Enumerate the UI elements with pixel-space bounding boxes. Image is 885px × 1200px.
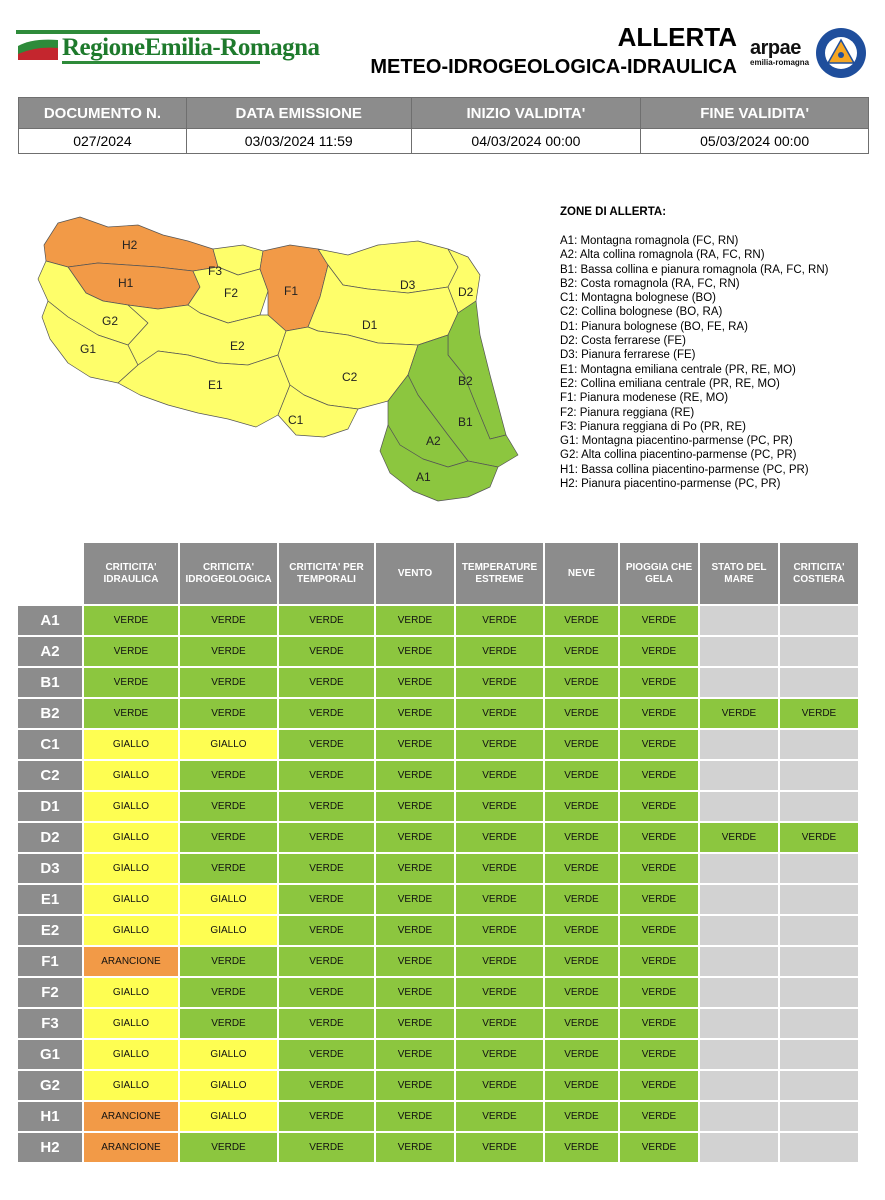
alert-level-cell: VERDE [456, 790, 545, 821]
table-row [18, 635, 860, 666]
alert-level-cell: VERDE [279, 914, 376, 945]
alert-level-cell: VERDE [376, 790, 456, 821]
map-label-h2: H2 [122, 238, 138, 252]
alert-level-cell: VERDE [279, 759, 376, 790]
matrix-column-header: CRITICITA' PER TEMPORALI [279, 543, 376, 604]
alert-level-cell: GIALLO [84, 1069, 180, 1100]
alert-level-cell: VERDE [456, 666, 545, 697]
map-zone-e1 [118, 351, 290, 427]
alert-level-cell: ARANCIONE [84, 1100, 180, 1131]
alert-level-cell: GIALLO [180, 883, 279, 914]
alert-level-cell: VERDE [456, 1038, 545, 1069]
legend-item: H2: Pianura piacentino-parmense (PC, PR) [560, 478, 781, 491]
table-row [18, 759, 860, 790]
alert-level-cell: VERDE [700, 697, 780, 728]
map-label-d3: D3 [400, 278, 416, 292]
table-row [18, 1131, 860, 1162]
empty-cell [700, 976, 780, 1007]
legend-item: B2: Costa romagnola (RA, FC, RN) [560, 277, 740, 290]
alert-level-cell: VERDE [545, 1007, 620, 1038]
alert-level-cell: VERDE [456, 852, 545, 883]
zone-code: C2 [18, 759, 84, 790]
alert-level-cell: VERDE [376, 1100, 456, 1131]
doc-validity-start: 04/03/2024 00:00 [411, 129, 641, 154]
empty-cell [780, 1131, 860, 1162]
zone-code: E1 [18, 883, 84, 914]
alert-level-cell: VERDE [620, 883, 700, 914]
alert-level-cell: VERDE [84, 697, 180, 728]
alert-level-cell: VERDE [456, 1069, 545, 1100]
alert-level-cell: VERDE [620, 790, 700, 821]
alert-level-cell: VERDE [376, 1131, 456, 1162]
table-row [18, 1069, 860, 1100]
zones-legend [560, 206, 880, 491]
protezione-civile-logo [815, 27, 867, 79]
empty-cell [700, 759, 780, 790]
alert-level-cell: VERDE [456, 697, 545, 728]
empty-cell [780, 635, 860, 666]
alert-level-cell: VERDE [545, 1069, 620, 1100]
empty-cell [780, 852, 860, 883]
alert-level-cell: VERDE [620, 728, 700, 759]
matrix-column-header: TEMPERATURE ESTREME [456, 543, 545, 604]
alert-level-cell: GIALLO [180, 1100, 279, 1131]
alert-level-cell: VERDE [545, 728, 620, 759]
alert-level-cell: VERDE [279, 852, 376, 883]
map-label-f2: F2 [224, 286, 239, 300]
zone-code: F1 [18, 945, 84, 976]
arpae-logo [750, 38, 810, 74]
empty-cell [700, 666, 780, 697]
map-label-h1: H1 [118, 276, 134, 290]
alert-level-cell: VERDE [180, 635, 279, 666]
empty-cell [780, 666, 860, 697]
zone-code: D1 [18, 790, 84, 821]
matrix-column-header: NEVE [545, 543, 620, 604]
matrix-header-row [18, 543, 860, 604]
table-row [18, 728, 860, 759]
logo-bottom-bar [62, 61, 260, 64]
alert-level-cell: VERDE [180, 1131, 279, 1162]
alert-level-cell: VERDE [620, 697, 700, 728]
zone-code: H1 [18, 1100, 84, 1131]
alert-level-cell: VERDE [279, 790, 376, 821]
empty-cell [780, 790, 860, 821]
alert-level-cell: VERDE [376, 914, 456, 945]
doc-header-validity-start: INIZIO VALIDITA' [411, 98, 641, 129]
table-row [18, 1038, 860, 1069]
alert-level-cell: VERDE [279, 728, 376, 759]
matrix-column-header: CRITICITA' IDROGEOLOGICA [180, 543, 279, 604]
alert-level-cell: VERDE [456, 883, 545, 914]
alert-level-cell: VERDE [376, 759, 456, 790]
empty-cell [780, 1069, 860, 1100]
alert-level-cell: VERDE [376, 604, 456, 635]
map-label-b2: B2 [458, 374, 473, 388]
regione-emilia-romagna-logo [16, 30, 320, 66]
legend-title: ZONE DI ALLERTA: [560, 206, 667, 218]
alert-level-cell: VERDE [620, 1131, 700, 1162]
legend-item: D3: Pianura ferrarese (FE) [560, 349, 696, 362]
alert-level-cell: VERDE [279, 821, 376, 852]
alert-level-cell: VERDE [456, 635, 545, 666]
empty-cell [700, 1131, 780, 1162]
doc-number: 027/2024 [19, 129, 187, 154]
zone-code: F3 [18, 1007, 84, 1038]
alert-level-cell: VERDE [456, 728, 545, 759]
map-label-b1: B1 [458, 415, 473, 429]
alert-level-cell: VERDE [545, 945, 620, 976]
table-row [18, 1100, 860, 1131]
legend-item: D2: Costa ferrarese (FE) [560, 335, 686, 348]
legend-item: D1: Pianura bolognese (BO, FE, RA) [560, 320, 748, 333]
alert-level-cell: VERDE [545, 883, 620, 914]
map-label-d2: D2 [458, 285, 474, 299]
alert-level-cell: ARANCIONE [84, 945, 180, 976]
zone-code: A2 [18, 635, 84, 666]
alert-matrix-table [18, 543, 860, 1162]
alert-level-cell: VERDE [180, 821, 279, 852]
legend-item: B1: Bassa collina e pianura romagnola (RA, FC, RN) [560, 263, 829, 276]
alert-zones-map [28, 205, 548, 510]
alert-level-cell: VERDE [456, 1007, 545, 1038]
matrix-column-header: VENTO [376, 543, 456, 604]
map-label-c2: C2 [342, 370, 358, 384]
alert-level-cell: VERDE [545, 914, 620, 945]
alert-level-cell: VERDE [620, 914, 700, 945]
alert-level-cell: VERDE [545, 1100, 620, 1131]
map-label-e1: E1 [208, 378, 223, 392]
empty-cell [700, 790, 780, 821]
alert-level-cell: VERDE [620, 945, 700, 976]
alert-level-cell: VERDE [456, 759, 545, 790]
alert-level-cell: VERDE [620, 1038, 700, 1069]
zone-code: G1 [18, 1038, 84, 1069]
alert-level-cell: GIALLO [180, 1038, 279, 1069]
doc-header-number: DOCUMENTO N. [19, 98, 187, 129]
regione-logo-text: RegioneEmilia-Romagna [62, 34, 320, 61]
empty-cell [780, 945, 860, 976]
legend-item: C2: Collina bolognese (BO, RA) [560, 306, 723, 319]
alert-level-cell: GIALLO [84, 1038, 180, 1069]
alert-level-cell: GIALLO [84, 759, 180, 790]
alert-level-cell: VERDE [545, 1131, 620, 1162]
alert-level-cell: VERDE [620, 821, 700, 852]
alert-level-cell: VERDE [545, 852, 620, 883]
table-row [18, 976, 860, 1007]
page-title: ALLERTA [617, 22, 737, 52]
alert-level-cell: VERDE [376, 883, 456, 914]
alert-level-cell: GIALLO [84, 883, 180, 914]
empty-cell [700, 852, 780, 883]
alert-level-cell: VERDE [279, 666, 376, 697]
alert-level-cell: VERDE [84, 635, 180, 666]
alert-level-cell: VERDE [620, 852, 700, 883]
alert-level-cell: VERDE [376, 976, 456, 1007]
zone-code: E2 [18, 914, 84, 945]
alert-level-cell: GIALLO [180, 1069, 279, 1100]
legend-item: H1: Bassa collina piacentino-parmense (PC, PR) [560, 463, 809, 476]
alert-level-cell: VERDE [279, 697, 376, 728]
alert-level-cell: VERDE [376, 1007, 456, 1038]
legend-item: C1: Montagna bolognese (BO) [560, 292, 716, 305]
alert-level-cell: VERDE [456, 1131, 545, 1162]
empty-cell [780, 1007, 860, 1038]
alert-level-cell: VERDE [376, 697, 456, 728]
empty-cell [700, 728, 780, 759]
alert-level-cell: VERDE [545, 666, 620, 697]
alert-level-cell: VERDE [279, 1069, 376, 1100]
table-row [18, 945, 860, 976]
alert-level-cell: VERDE [456, 604, 545, 635]
alert-level-cell: VERDE [376, 1038, 456, 1069]
zone-code: B2 [18, 697, 84, 728]
alert-level-cell: VERDE [456, 821, 545, 852]
table-row [18, 604, 860, 635]
alert-level-cell: VERDE [620, 759, 700, 790]
alert-level-cell: VERDE [84, 666, 180, 697]
doc-header-validity-end: FINE VALIDITA' [641, 98, 869, 129]
empty-cell [700, 1069, 780, 1100]
region-map-svg [28, 205, 548, 510]
zone-code: D3 [18, 852, 84, 883]
zone-code: B1 [18, 666, 84, 697]
alert-level-cell: VERDE [279, 1100, 376, 1131]
empty-cell [780, 759, 860, 790]
alert-level-cell: VERDE [545, 821, 620, 852]
empty-cell [780, 728, 860, 759]
alert-level-cell: VERDE [620, 604, 700, 635]
legend-item: E1: Montagna emiliana centrale (PR, RE, MO) [560, 363, 796, 376]
empty-cell [780, 1038, 860, 1069]
alert-level-cell: VERDE [376, 666, 456, 697]
alert-level-cell: VERDE [279, 1131, 376, 1162]
legend-item: A2: Alta collina romagnola (RA, FC, RN) [560, 249, 765, 262]
alert-level-cell: VERDE [376, 728, 456, 759]
empty-cell [700, 945, 780, 976]
zone-code: G2 [18, 1069, 84, 1100]
alert-level-cell: GIALLO [84, 914, 180, 945]
table-row [18, 883, 860, 914]
alert-level-cell: VERDE [180, 666, 279, 697]
alert-level-cell: GIALLO [84, 976, 180, 1007]
alert-level-cell: VERDE [700, 821, 780, 852]
document-info-table [18, 97, 869, 154]
alert-level-cell: VERDE [620, 666, 700, 697]
alert-level-cell: VERDE [780, 697, 860, 728]
table-row [18, 914, 860, 945]
alert-level-cell: VERDE [180, 697, 279, 728]
zone-code: D2 [18, 821, 84, 852]
alert-level-cell: VERDE [279, 1007, 376, 1038]
alert-level-cell: VERDE [545, 604, 620, 635]
legend-item: F1: Pianura modenese (RE, MO) [560, 392, 729, 405]
map-label-d1: D1 [362, 318, 378, 332]
zone-code: C1 [18, 728, 84, 759]
arpae-logo-word: arpae [750, 37, 801, 59]
alert-level-cell: ARANCIONE [84, 1131, 180, 1162]
empty-cell [700, 604, 780, 635]
alert-level-cell: VERDE [180, 976, 279, 1007]
matrix-column-header: STATO DEL MARE [700, 543, 780, 604]
empty-cell [700, 914, 780, 945]
zone-code: F2 [18, 976, 84, 1007]
alert-level-cell: VERDE [180, 604, 279, 635]
alert-level-cell: GIALLO [84, 790, 180, 821]
table-row [18, 666, 860, 697]
alert-level-cell: VERDE [180, 852, 279, 883]
table-row [18, 1007, 860, 1038]
alert-level-cell: VERDE [180, 945, 279, 976]
legend-items [560, 234, 880, 491]
alert-level-cell: VERDE [376, 852, 456, 883]
alert-level-cell: VERDE [84, 604, 180, 635]
alert-level-cell: VERDE [279, 883, 376, 914]
matrix-column-header: CRITICITA' COSTIERA [780, 543, 860, 604]
alert-level-cell: VERDE [620, 1069, 700, 1100]
alert-level-cell: VERDE [545, 1038, 620, 1069]
alert-level-cell: VERDE [180, 790, 279, 821]
map-label-g1: G1 [80, 342, 97, 356]
empty-cell [700, 1007, 780, 1038]
alert-level-cell: VERDE [456, 914, 545, 945]
table-row [18, 852, 860, 883]
legend-item: G1: Montagna piacentino-parmense (PC, PR) [560, 435, 793, 448]
alert-level-cell: VERDE [545, 976, 620, 1007]
empty-cell [780, 914, 860, 945]
alert-level-cell: VERDE [279, 976, 376, 1007]
zone-code: A1 [18, 604, 84, 635]
arpae-logo-sub: emilia-romagna [750, 58, 810, 67]
alert-level-cell: VERDE [545, 759, 620, 790]
alert-level-cell: VERDE [620, 1007, 700, 1038]
alert-level-cell: VERDE [180, 759, 279, 790]
alert-level-cell: VERDE [180, 1007, 279, 1038]
doc-header-emission-date: DATA EMISSIONE [186, 98, 411, 129]
empty-cell [780, 883, 860, 914]
doc-emission-date: 03/03/2024 11:59 [186, 129, 411, 154]
alert-level-cell: VERDE [279, 945, 376, 976]
legend-item: E2: Collina emiliana centrale (PR, RE, MO) [560, 377, 780, 390]
alert-level-cell: VERDE [620, 1100, 700, 1131]
alert-level-cell: VERDE [545, 635, 620, 666]
empty-cell [780, 976, 860, 1007]
matrix-corner [18, 543, 84, 604]
empty-cell [700, 1100, 780, 1131]
empty-cell [700, 1038, 780, 1069]
alert-level-cell: VERDE [456, 945, 545, 976]
alert-level-cell: VERDE [376, 821, 456, 852]
map-label-e2: E2 [230, 339, 245, 353]
alert-level-cell: VERDE [456, 976, 545, 1007]
alert-level-cell: GIALLO [180, 728, 279, 759]
alert-level-cell: VERDE [376, 945, 456, 976]
alert-level-cell: GIALLO [84, 1007, 180, 1038]
alert-level-cell: VERDE [780, 821, 860, 852]
empty-cell [700, 883, 780, 914]
alert-level-cell: VERDE [376, 635, 456, 666]
alert-level-cell: GIALLO [180, 914, 279, 945]
matrix-column-header: PIOGGIA CHE GELA [620, 543, 700, 604]
map-label-a2: A2 [426, 434, 441, 448]
page-subtitle: METEO-IDROGEOLOGICA-IDRAULICA [370, 56, 737, 78]
regione-flag-icon [18, 36, 58, 60]
legend-item: A1: Montagna romagnola (FC, RN) [560, 235, 739, 247]
alert-level-cell: VERDE [279, 635, 376, 666]
empty-cell [700, 635, 780, 666]
alert-level-cell: VERDE [545, 697, 620, 728]
legend-item: F3: Pianura reggiana di Po (PR, RE) [560, 420, 747, 433]
empty-cell [780, 1100, 860, 1131]
alert-level-cell: VERDE [456, 1100, 545, 1131]
legend-item: F2: Pianura reggiana (RE) [560, 406, 695, 419]
alert-level-cell: GIALLO [84, 728, 180, 759]
alert-level-cell: VERDE [376, 1069, 456, 1100]
table-row [18, 790, 860, 821]
alert-level-cell: VERDE [620, 635, 700, 666]
matrix-body [18, 604, 860, 1162]
alert-level-cell: VERDE [545, 790, 620, 821]
alert-level-cell: GIALLO [84, 821, 180, 852]
table-row [18, 697, 860, 728]
alert-level-cell: VERDE [620, 976, 700, 1007]
map-label-g2: G2 [102, 314, 119, 328]
matrix-column-header: CRITICITA' IDRAULICA [84, 543, 180, 604]
doc-validity-end: 05/03/2024 00:00 [641, 129, 869, 154]
map-label-f3: F3 [208, 264, 223, 278]
empty-cell [780, 604, 860, 635]
alert-level-cell: VERDE [279, 604, 376, 635]
table-row [18, 821, 860, 852]
legend-item: G2: Alta collina piacentino-parmense (PC, PR) [560, 449, 797, 462]
alert-level-cell: GIALLO [84, 852, 180, 883]
alert-level-cell: VERDE [279, 1038, 376, 1069]
map-label-a1: A1 [416, 470, 431, 484]
map-label-f1: F1 [284, 284, 299, 298]
map-label-c1: C1 [288, 413, 304, 427]
zone-code: H2 [18, 1131, 84, 1162]
